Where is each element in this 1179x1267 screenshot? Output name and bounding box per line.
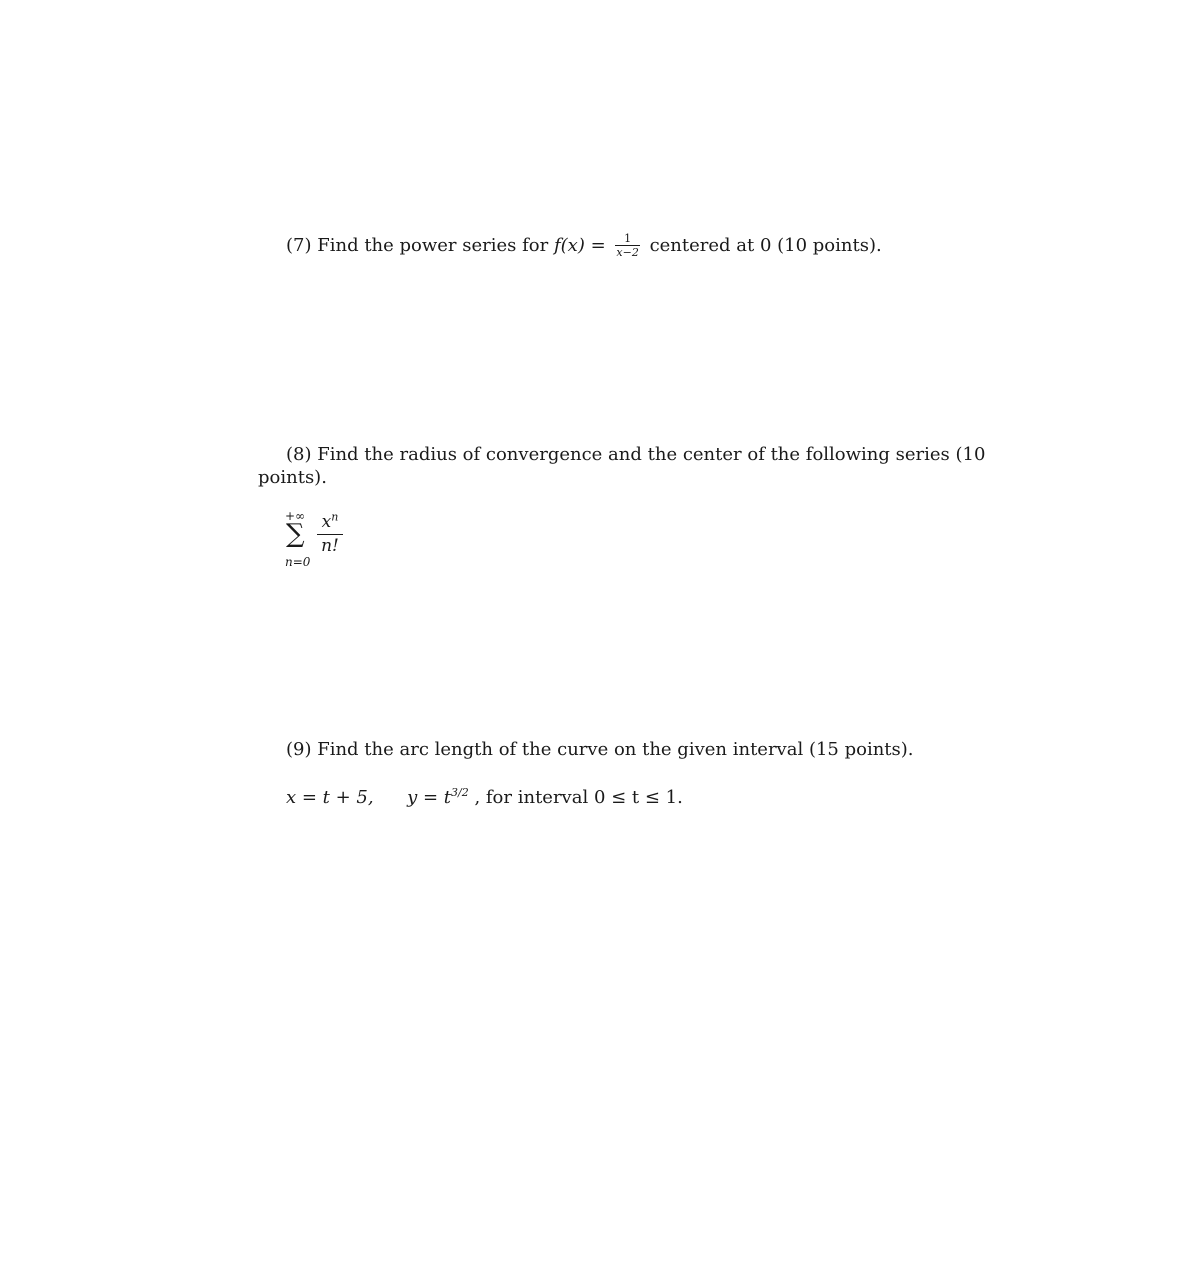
q7-text-after: centered at 0 (10 points).: [649, 235, 882, 256]
q9-eq-x: x = t + 5,: [286, 787, 374, 808]
q7-fraction: [615, 233, 639, 259]
q7-eq: =: [590, 235, 606, 256]
q7-func-arg: (x): [560, 235, 585, 256]
sum-sigma-symbol: ∑: [286, 519, 305, 549]
series-term-denominator: n!: [321, 536, 339, 556]
q7-frac-num: 1: [615, 233, 639, 246]
q9-line-1: (9) Find the arc length of the curve on the given interval (15 points).: [286, 739, 914, 760]
q8-line-1: (8) Find the radius of convergence and the center of the following series (10: [286, 444, 986, 465]
series-term-numerator: $x^n$: [317, 512, 343, 535]
q7-text-before: Find the power series for: [317, 235, 549, 256]
q9-eq-tail: , for interval 0 ≤ t ≤ 1.: [474, 787, 683, 808]
q7-number: (7): [286, 235, 312, 256]
series-term: [317, 512, 343, 556]
sum-lower-limit: n=0: [285, 555, 311, 569]
q8-series: [283, 510, 363, 570]
sum-upper-limit: +∞: [285, 509, 306, 523]
question-7: [286, 233, 882, 259]
q9-eq-y: $y = t^{3/2}$: [407, 786, 469, 808]
q8-line-2: points).: [258, 467, 327, 488]
q9-equations: [286, 787, 683, 809]
q7-func: f: [553, 235, 561, 256]
q7-frac-den: x−2: [616, 246, 639, 259]
